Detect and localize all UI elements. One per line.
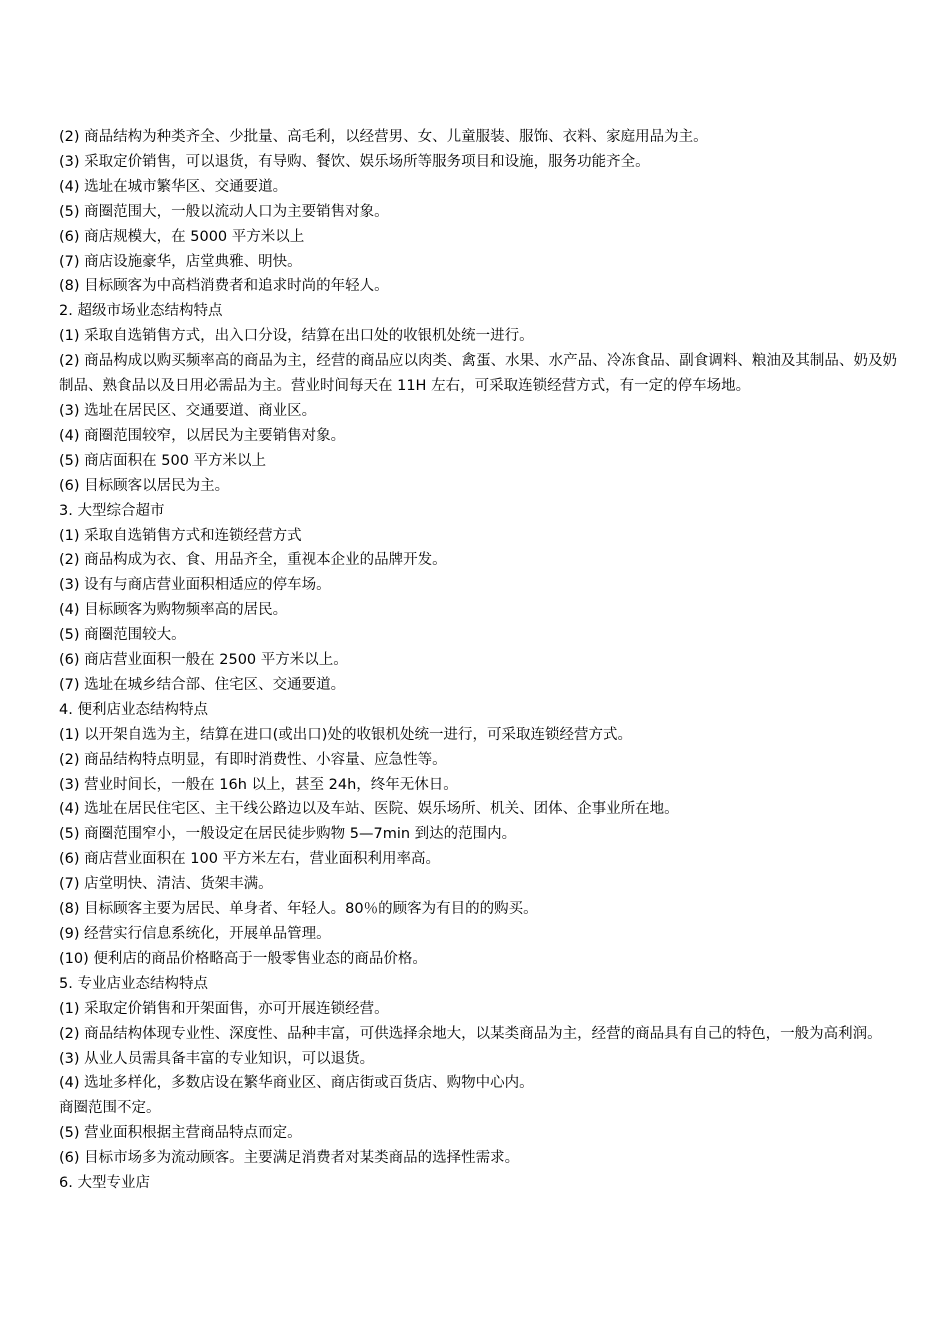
- text-line: (2) 商品构成为衣、食、用品齐全，重视本企业的品牌开发。: [59, 552, 447, 569]
- section-heading: 3. 大型综合超市: [59, 502, 165, 519]
- text-line: (2) 商品结构体现专业性、深度性、品种丰富，可供选择余地大，以某类商品为主，经营的商品具有自己的特色，一般为高利润。: [59, 1025, 882, 1042]
- text-line: (2) 商品结构为种类齐全、少批量、高毛利，以经营男、女、儿童服装、服饰、衣料、家庭用品为主。: [59, 129, 708, 145]
- section-heading: 2. 超级市场业态结构特点: [59, 303, 223, 320]
- text-line: (5) 营业面积根据主营商品特点而定。: [59, 1125, 302, 1142]
- text-line: (1) 采取自选销售方式和连锁经营方式: [59, 527, 302, 544]
- section-heading: 4. 便利店业态结构特点: [59, 701, 208, 718]
- text-line: (1) 采取自选销售方式，出入口分设，结算在出口处的收银机处统一进行。: [59, 328, 534, 345]
- text-line: (1) 采取定价销售和开架面售，亦可开展连锁经营。: [59, 1000, 389, 1017]
- text-line: (6) 商店规模大，在 5000 平方米以上: [59, 228, 305, 245]
- text-line: (6) 商店营业面积一般在 2500 平方米以上。: [59, 652, 348, 669]
- text-line: (8) 目标顾客为中高档消费者和追求时尚的年轻人。: [59, 278, 389, 295]
- text-line: (3) 设有与商店营业面积相适应的停车场。: [59, 577, 331, 594]
- text-line: (6) 目标顾客以居民为主。: [59, 477, 230, 494]
- text-line: (4) 目标顾客为购物频率高的居民。: [59, 602, 288, 619]
- text-line: (5) 商圈范围窄小，一般设定在居民徒步购物 5—7min 到达的范围内。: [59, 826, 517, 843]
- text-line: (6) 目标市场多为流动顾客。主要满足消费者对某类商品的选择性需求。: [59, 1150, 520, 1167]
- text-line: (3) 采取定价销售，可以退货，有导购、餐饮、娱乐场所等服务项目和设施，服务功能齐全。: [59, 153, 650, 170]
- text-line: (4) 选址多样化，多数店设在繁华商业区、商店街或百货店、购物中心内。: [59, 1075, 534, 1092]
- text-line: (7) 商店设施豪华，店堂典雅、明快。: [59, 253, 302, 270]
- text-line: (7) 选址在城乡结合部、住宅区、交通要道。: [59, 676, 346, 693]
- text-line: (8) 目标顾客主要为居民、单身者、年轻人。80％的顾客为有目的的购买。: [59, 901, 538, 918]
- text-line: (5) 商圈范围大，一般以流动人口为主要销售对象。: [59, 203, 389, 220]
- text-line: (1) 以开架自选为主，结算在进口(或出口)处的收银机处统一进行，可采取连锁经营方式。: [59, 726, 632, 743]
- text-line: 商圈范围不定。: [59, 1100, 161, 1117]
- text-line: (3) 选址在居民区、交通要道、商业区。: [59, 402, 317, 419]
- section-heading: 5. 专业店业态结构特点: [59, 975, 208, 992]
- text-line: (4) 商圈范围较窄，以居民为主要销售对象。: [59, 427, 346, 444]
- text-line: (7) 店堂明快、清洁、货架丰满。: [59, 876, 273, 893]
- text-line: (3) 营业时间长，一般在 16h 以上，甚至 24h，终年无休日。: [59, 776, 458, 793]
- text-line: (5) 商店面积在 500 平方米以上: [59, 452, 267, 469]
- text-line: (9) 经营实行信息系统化，开展单品管理。: [59, 926, 331, 942]
- text-line: (3) 从业人员需具备丰富的专业知识，可以退货。: [59, 1050, 375, 1067]
- text-line: (10) 便利店的商品价格略高于一般零售业态的商品价格。: [59, 950, 427, 967]
- text-line: (2) 商品结构特点明显，有即时消费性、小容量、应急性等。: [59, 751, 447, 768]
- section-heading: 6. 大型专业店: [59, 1175, 150, 1192]
- text-line: (5) 商圈范围较大。: [59, 627, 186, 644]
- text-line: (4) 选址在城市繁华区、交通要道。: [59, 178, 288, 195]
- document-body: [59, 125, 897, 1196]
- text-line: (2) 商品构成以购买频率高的商品为主，经营的商品应以肉类、禽蛋、水果、水产品、冷冻食品、副食调料、粮油及其制品、奶及奶制品、熟食品以及日用必需品为主。营业时间每天在 11H 左右，可采取连锁经营方式，有一定的停车场地。: [59, 353, 897, 395]
- text-line: (4) 选址在居民住宅区、主干线公路边以及车站、医院、娱乐场所、机关、团体、企事业所在地。: [59, 801, 679, 818]
- text-line: (6) 商店营业面积在 100 平方米左右，营业面积利用率高。: [59, 851, 441, 868]
